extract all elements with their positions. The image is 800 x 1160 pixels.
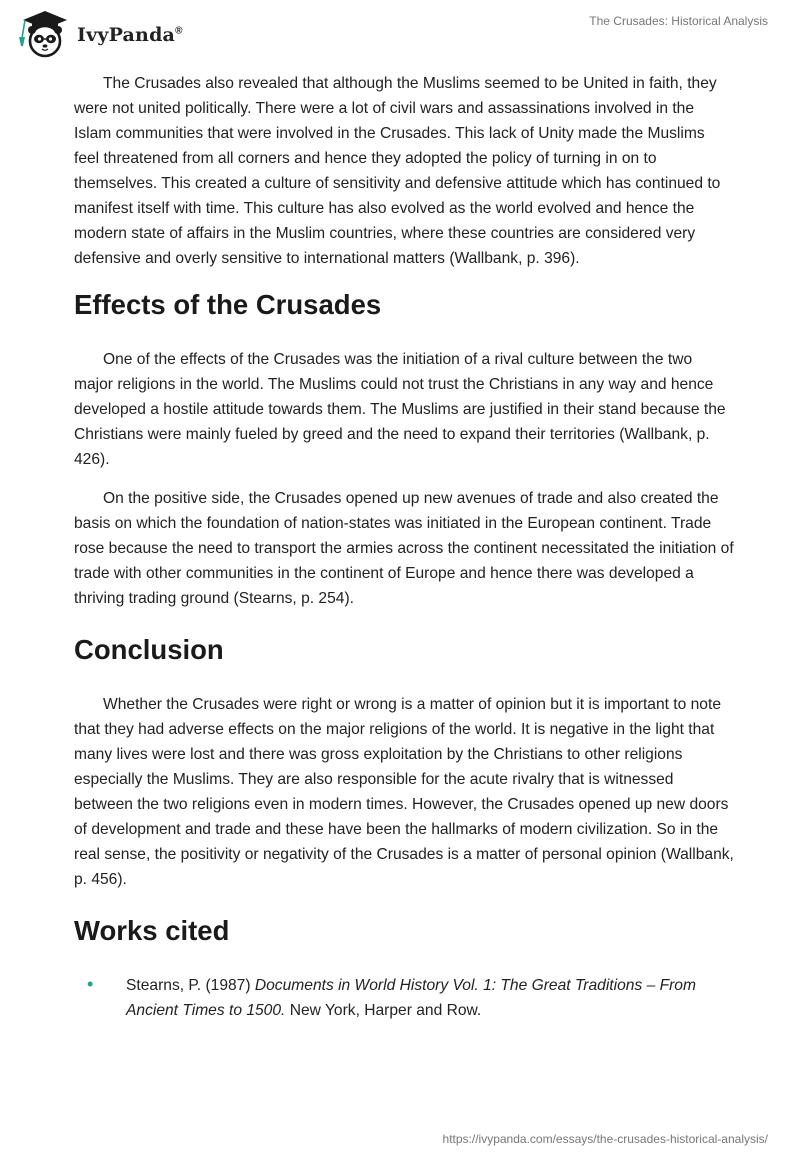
body-paragraph: On the positive side, the Crusades opened up new avenues of trade and also created the basis on which the foundation of nation-states was initiated in the European continent. Trade rose because the need to transport the armies across the continent necessitated the initiation of trade with other communities in the continent of Europe and hence there was developed a thriving trading ground (Stearns, p. 254). (74, 490, 734, 607)
section-heading-effects: Effects of the Crusades (74, 289, 382, 320)
page-header (0, 0, 800, 64)
citation-title: Documents in World History Vol. 1: The Great Traditions – From Ancient Times to 1500. (126, 977, 696, 1019)
source-url[interactable]: https://ivypanda.com/essays/the-crusades-historical-analysis/ (442, 1132, 768, 1146)
panda-graduate-icon (15, 8, 73, 60)
body-paragraph: One of the effects of the Crusades was the initiation of a rival culture between the two major religions in the world. The Muslims could not trust the Christians in any way and hence developed a hostile attitude towards them. The Muslims are justified in their stand because the Christians were mainly fueled by greed and the need to expand their territories (Wallbank, p. 426). (74, 351, 726, 468)
body-paragraph: Whether the Crusades were right or wrong is a matter of opinion but it is important to note that they had adverse effects on the major religions of the world. It is negative in the light that many lives were lost and there was gross exploitation by the Christians to other religions especially the Muslims. They are also responsible for the acute rivalry that is witnessed between the two religions even in modern times. However, the Crusades opened up new doors of development and trade and these have been the hallmarks of modern civilization. So in the real sense, the positivity or negativity of the Crusades is a matter of personal opinion (Wallbank, p. 456). (74, 696, 734, 888)
running-title: The Crusades: Historical Analysis (589, 14, 768, 28)
body-paragraph: The Crusades also revealed that although the Muslims seemed to be United in faith, they were not united politically. There were a lot of civil wars and assassinations involved in the Islam communities that were involved in the Crusades. This lack of Unity made the Muslims feel threatened from all corners and hence they adopted the policy of turning in on to themselves. This created a culture of sensitivity and defensive attitude which has continued to manifest itself with time. This culture has also evolved as the world evolved and hence the modern state of affairs in the Muslim countries, where these countries are considered very defensive and overly sensitive to international matters (Wallbank, p. 396). (74, 75, 721, 267)
works-cited-list (74, 973, 734, 1023)
citation-publisher: New York, Harper and Row. (285, 1002, 482, 1019)
section-heading-conclusion: Conclusion (74, 634, 224, 665)
section-heading-works-cited: Works cited (74, 915, 230, 946)
essay-body (74, 71, 734, 1023)
bullet-icon: • (87, 974, 94, 994)
brand-logo[interactable] (15, 8, 183, 60)
list-item (74, 973, 734, 1023)
citation-author: Stearns, P. (1987) (126, 977, 255, 994)
brand-name: IvyPanda® (77, 24, 183, 46)
